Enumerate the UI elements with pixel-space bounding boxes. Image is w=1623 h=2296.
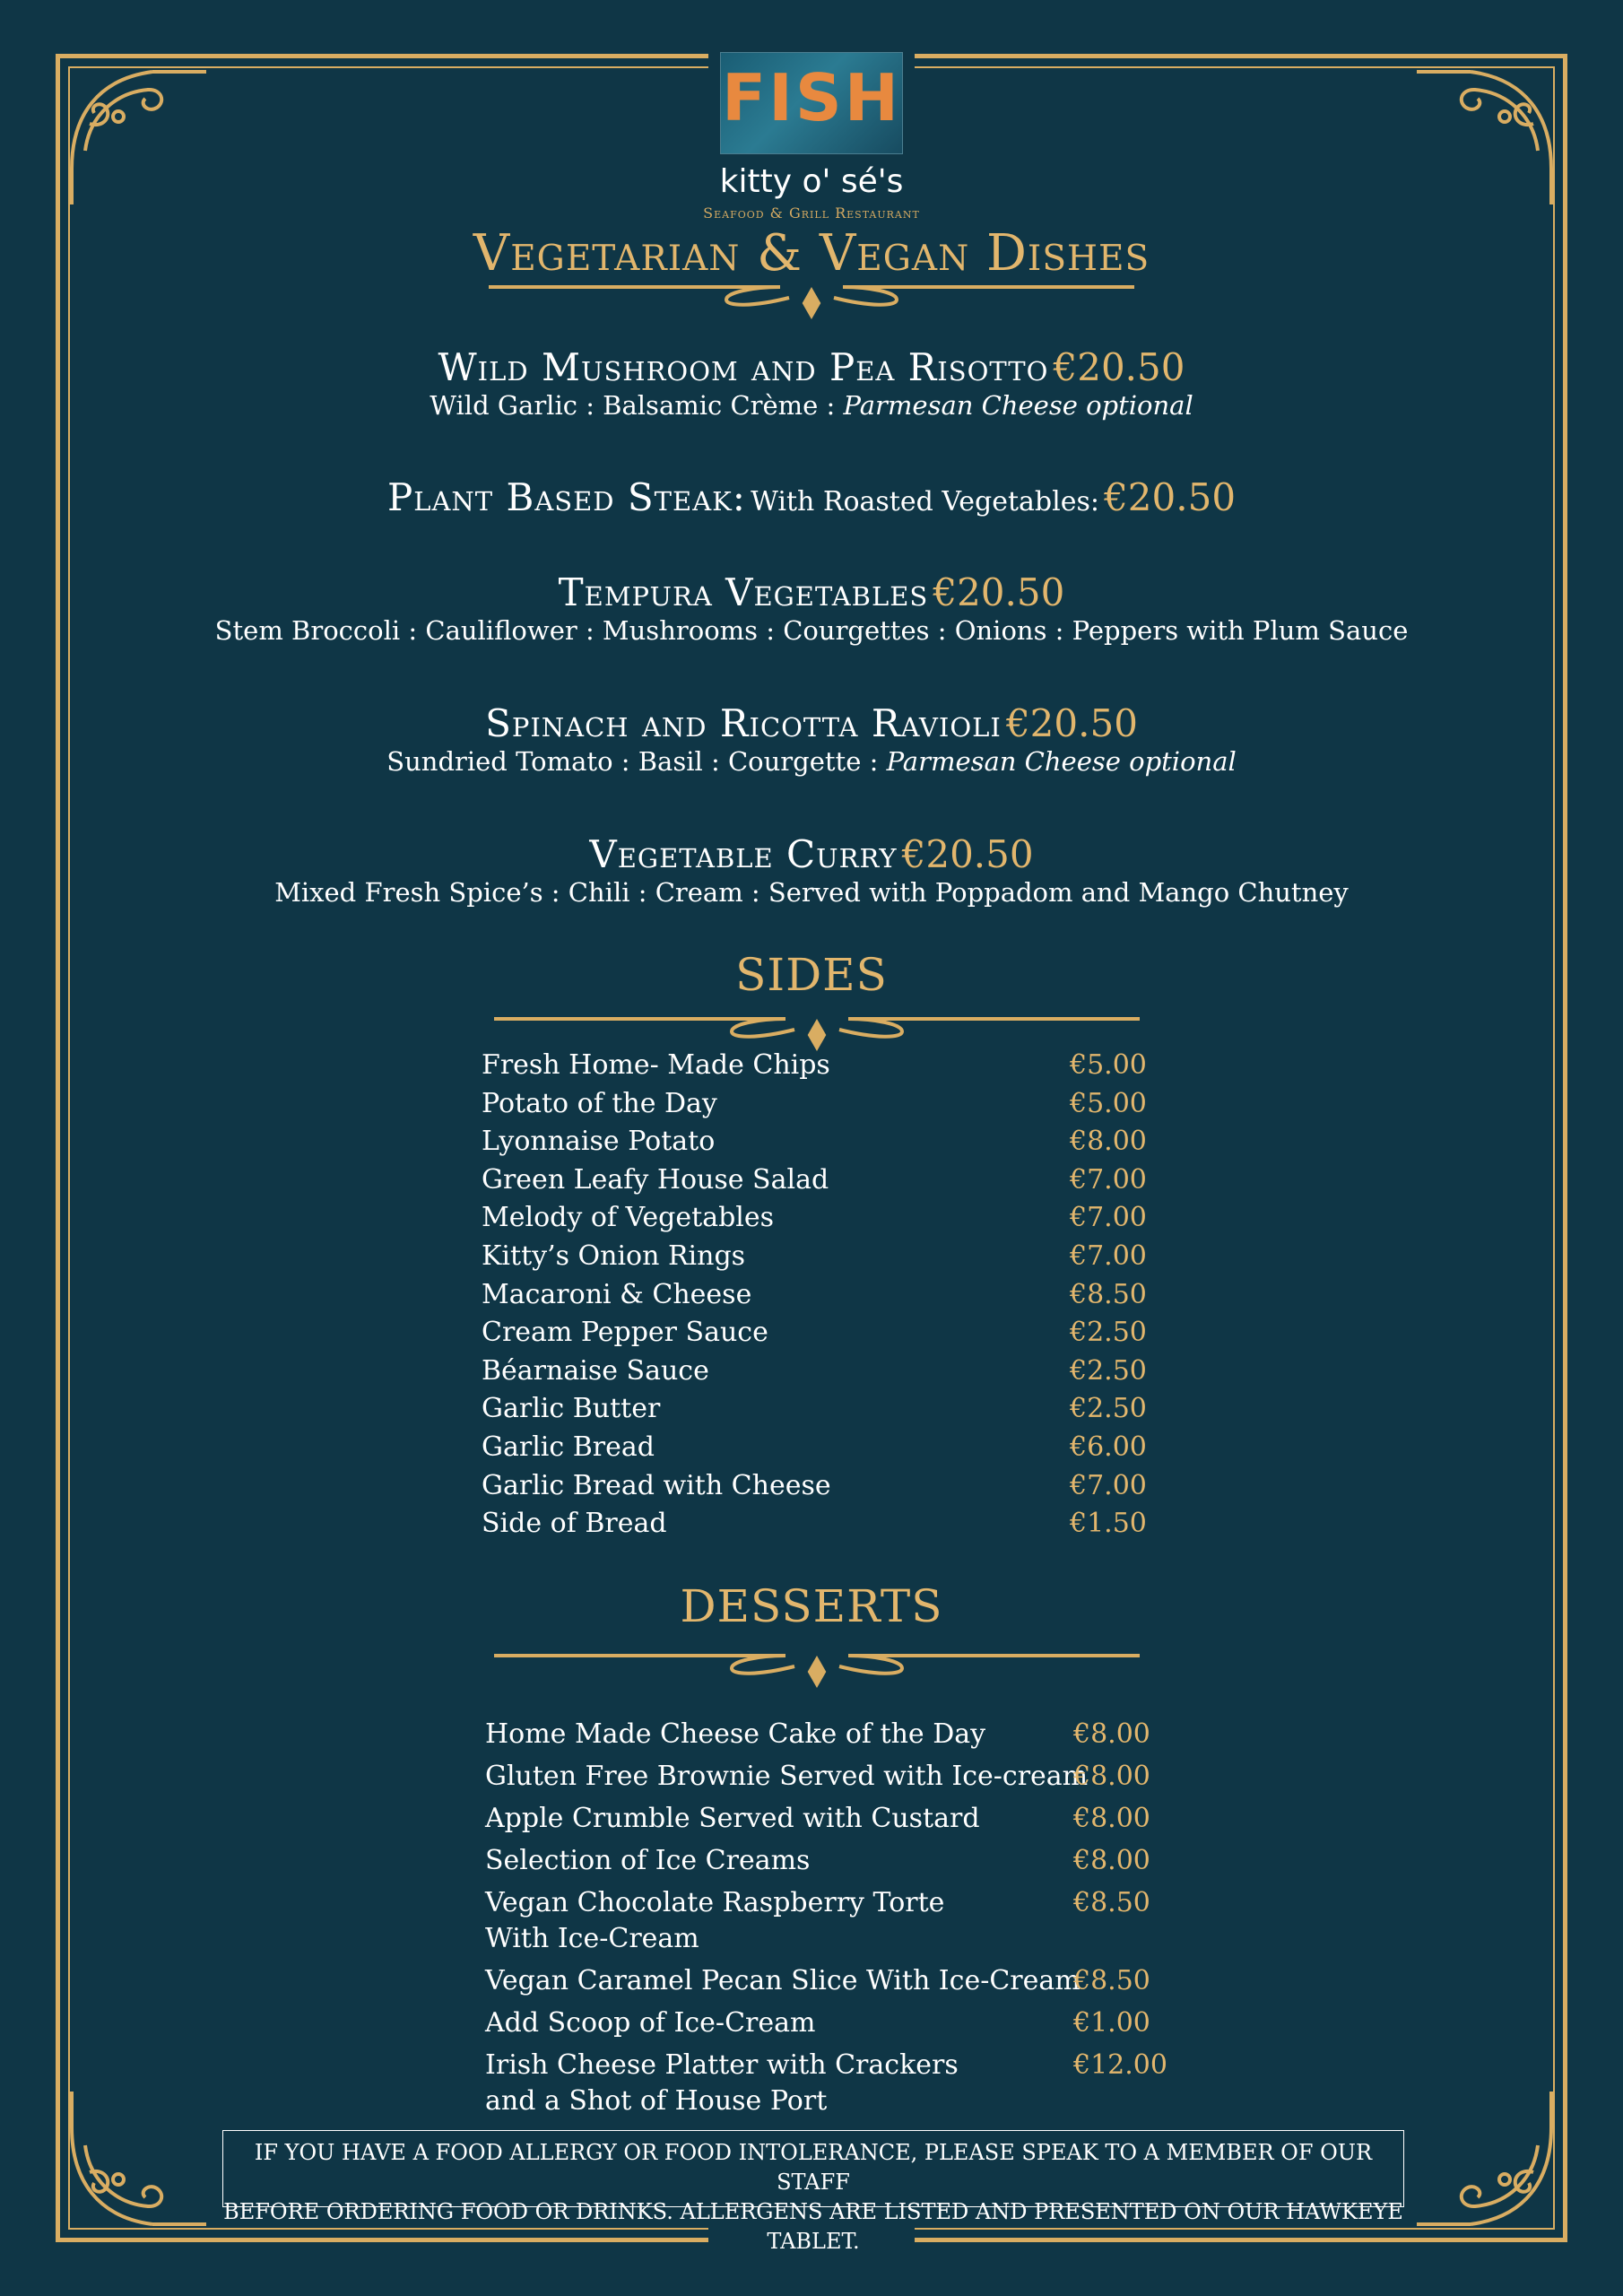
desserts-title: DESSERTS (680, 1580, 943, 1632)
list-item (482, 1431, 1145, 1463)
item-name: Macaroni & Cheese (482, 1278, 752, 1310)
dish-price: €20.50 (1005, 701, 1138, 745)
list-item (482, 1088, 1145, 1119)
list-item (485, 1843, 1167, 1879)
item-name: Garlic Bread with Cheese (482, 1469, 831, 1501)
item-price: €1.00 (1073, 2007, 1150, 2039)
item-price: €8.50 (1073, 1887, 1150, 1918)
item-name: Green Leafy House Salad (482, 1163, 829, 1196)
item-name: Béarnaise Sauce (482, 1354, 709, 1387)
list-item (485, 1885, 1167, 1957)
dish-description (0, 390, 1623, 421)
item-name: Apple Crumble Served with Custard (485, 1803, 980, 1834)
item-price: €7.00 (1070, 1240, 1147, 1272)
item-name: Melody of Vegetables (482, 1202, 775, 1234)
item-price: €1.50 (1070, 1508, 1147, 1540)
flourish-divider-icon (490, 1008, 1144, 1053)
item-name: Lyonnaise Potato (482, 1126, 716, 1158)
item-price: €5.00 (1070, 1049, 1147, 1081)
dish-name: Wild Mushroom and Pea Risotto (438, 345, 1049, 389)
item-price: €12.00 (1073, 2049, 1167, 2081)
item-name: Potato of the Day (482, 1087, 717, 1119)
dish-price: €20.50 (1104, 475, 1237, 519)
dish-title-line (0, 570, 1623, 614)
flourish-divider-icon (484, 276, 1139, 321)
item-price: €7.00 (1070, 1469, 1147, 1501)
item-name: Garlic Butter (482, 1393, 661, 1425)
dish-description-text: Stem Broccoli : Cauliflower : Mushrooms : Courgettes : Onions : Peppers with Plum Sauce (214, 615, 1409, 646)
dish-price: €20.50 (1053, 345, 1185, 389)
list-item (482, 1240, 1145, 1272)
list-item (482, 1470, 1145, 1501)
item-price: €2.50 (1070, 1354, 1147, 1387)
dish-description-optional: Parmesan Cheese optional (843, 390, 1193, 421)
corner-ornament-top-right-icon (1408, 61, 1560, 213)
list-item (482, 1317, 1145, 1348)
item-name-continued: and a Shot of House Port (485, 2085, 828, 2117)
dish-inline-note: With Roasted Vegetables: (751, 486, 1099, 517)
flourish-divider-icon (490, 1645, 1144, 1690)
dish-description-optional: Parmesan Cheese optional (886, 746, 1237, 777)
list-item (485, 2048, 1167, 2119)
dish-name: Vegetable Curry (589, 832, 898, 876)
allergy-line-2: BEFORE ORDERING FOOD OR DRINKS. ALLERGENS ARE LISTED AND PRESENTED ON OUR HAWKEYE TABLET. (223, 2199, 1403, 2254)
list-item (485, 1801, 1167, 1837)
item-name: Gluten Free Brownie Served with Ice-cream (485, 1761, 1089, 1792)
list-item (482, 1393, 1145, 1424)
dish-description-text: Wild Garlic : Balsamic Crème : (430, 390, 844, 421)
corner-ornament-bottom-right-icon (1408, 2083, 1560, 2235)
dish-description (0, 746, 1623, 777)
item-price: €8.50 (1073, 1965, 1150, 1996)
item-price: €2.50 (1070, 1317, 1147, 1349)
dish-title-line (0, 475, 1623, 519)
dish-name: Spinach and Ricotta Ravioli (485, 701, 1002, 745)
item-name: Home Made Cheese Cake of the Day (485, 1718, 986, 1750)
dish-title-line (0, 832, 1623, 876)
dish-title-line (0, 345, 1623, 389)
item-price: €8.00 (1073, 1718, 1150, 1750)
item-price: €8.00 (1070, 1126, 1147, 1158)
item-price: €5.00 (1070, 1087, 1147, 1119)
item-name: Cream Pepper Sauce (482, 1317, 768, 1349)
item-price: €2.50 (1070, 1393, 1147, 1425)
allergy-line-1: IF YOU HAVE A FOOD ALLERGY OR FOOD INTOLERANCE, PLEASE SPEAK TO A MEMBER OF OUR STAFF (254, 2140, 1373, 2195)
sides-title: SIDES (735, 949, 888, 1001)
dish-description (0, 615, 1623, 646)
item-name: Vegan Caramel Pecan Slice With Ice-Cream (485, 1965, 1081, 1996)
list-item (482, 1164, 1145, 1196)
dish-description-text: Sundried Tomato : Basil : Courgette : (386, 746, 887, 777)
list-item (482, 1279, 1145, 1310)
allergy-notice (222, 2130, 1404, 2254)
brand-name: kitty o' sé's (719, 163, 904, 200)
list-item (485, 1717, 1167, 1752)
item-price: €8.50 (1070, 1278, 1147, 1310)
item-price: €8.00 (1073, 1761, 1150, 1792)
list-item (482, 1508, 1145, 1539)
list-item (482, 1202, 1145, 1233)
list-item (482, 1355, 1145, 1387)
list-item (485, 1963, 1167, 1999)
item-price: €7.00 (1070, 1202, 1147, 1234)
item-name: Garlic Bread (482, 1431, 655, 1463)
corner-ornament-top-left-icon (63, 61, 215, 213)
logo-text: FISH (721, 60, 902, 135)
item-name: Selection of Ice Creams (485, 1845, 811, 1876)
dish-name: Plant Based Steak: (386, 475, 746, 519)
item-name: Fresh Home- Made Chips (482, 1049, 830, 1081)
list-item (482, 1126, 1145, 1157)
dish-name: Tempura Vegetables (558, 570, 929, 614)
vegetarian-title: Vegetarian & Vegan Dishes (473, 224, 1150, 283)
list-item (482, 1049, 1145, 1081)
item-name: Kitty’s Onion Rings (482, 1240, 746, 1272)
item-name: Add Scoop of Ice-Cream (485, 2007, 816, 2039)
item-price: €7.00 (1070, 1163, 1147, 1196)
item-name-continued: With Ice-Cream (485, 1923, 699, 1954)
dish-price: €20.50 (933, 570, 1065, 614)
list-item (485, 1759, 1167, 1795)
item-price: €6.00 (1070, 1431, 1147, 1463)
item-name: Vegan Chocolate Raspberry Torte (485, 1887, 945, 1918)
item-name: Side of Bread (482, 1508, 667, 1540)
item-price: €8.00 (1073, 1845, 1150, 1876)
dish-description (0, 877, 1623, 908)
item-name: Irish Cheese Platter with Crackers (485, 2049, 959, 2081)
dish-title-line (0, 701, 1623, 745)
brand-subtitle: Seafood & Grill Restaurant (703, 204, 920, 222)
dish-description-text: Mixed Fresh Spice’s : Chili : Cream : Served with Poppadom and Mango Chutney (274, 877, 1349, 908)
item-price: €8.00 (1073, 1803, 1150, 1834)
dish-price: €20.50 (901, 832, 1034, 876)
list-item (485, 2005, 1167, 2041)
corner-ornament-bottom-left-icon (63, 2083, 215, 2235)
fish-logo (720, 52, 903, 154)
